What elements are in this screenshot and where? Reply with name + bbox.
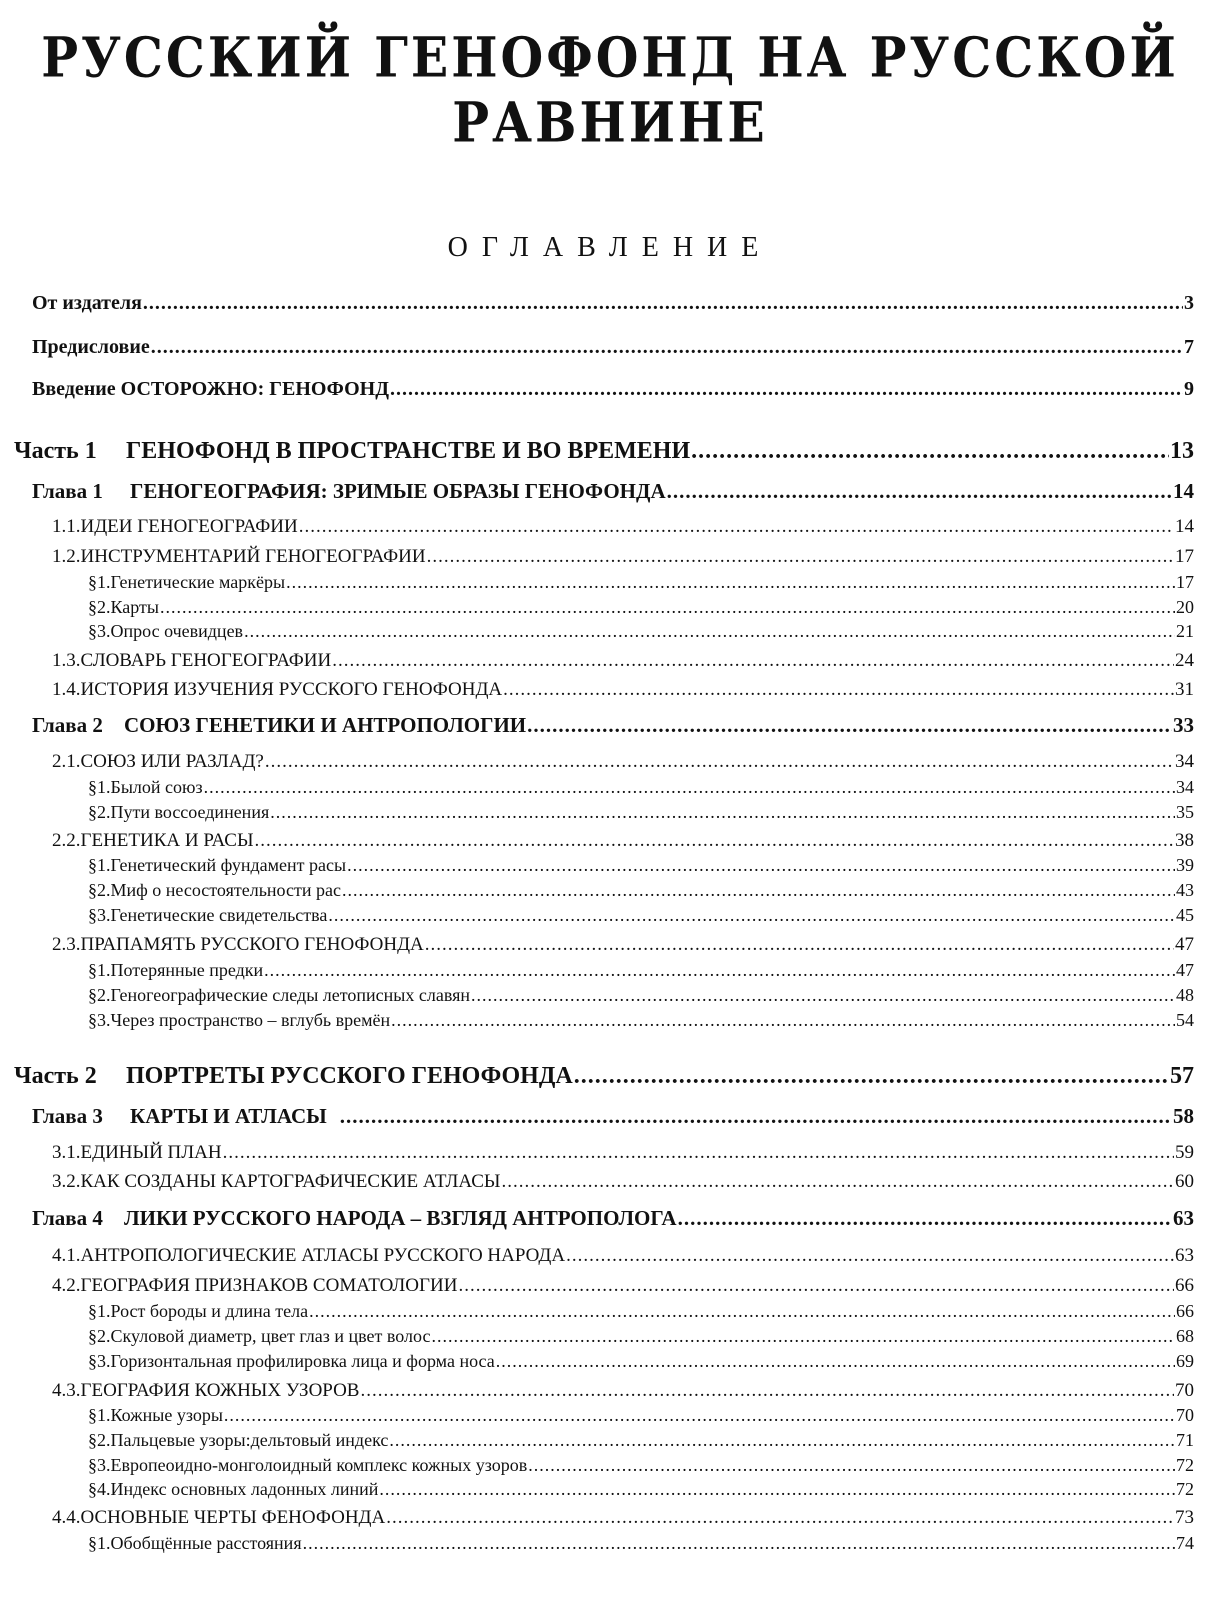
toc-entry-paragraph[interactable] (88, 572, 1194, 593)
toc-entry-chapter[interactable] (32, 713, 1194, 738)
entry-page: 14 (1173, 479, 1194, 503)
entry-page: 66 (1175, 1275, 1194, 1296)
entry-title: 4.3.ГЕОГРАФИЯ КОЖНЫХ УЗОРОВ (52, 1380, 360, 1401)
dot-leader (303, 1533, 1175, 1554)
dot-leader (328, 905, 1175, 926)
entry-title: §1.Генетические маркёры (88, 572, 286, 592)
entry-page: 47 (1176, 960, 1194, 980)
dot-leader (347, 855, 1175, 876)
entry-title: 3.2.КАК СОЗДАНЫ КАРТОГРАФИЧЕСКИЕ АТЛАСЫ (52, 1171, 501, 1192)
dot-leader (255, 830, 1174, 852)
dot-leader (574, 1063, 1169, 1090)
entry-title: §2.Пальцевые узоры:дельтовый индекс (88, 1430, 389, 1450)
entry-page: 70 (1176, 1405, 1194, 1425)
toc-entry-section[interactable] (52, 830, 1194, 852)
entry-title: §1.Генетический фундамент расы (88, 855, 347, 875)
chapter-number: Глава 2 (32, 713, 103, 737)
entry-page: 7 (1184, 336, 1194, 358)
toc-entry-paragraph[interactable] (88, 597, 1194, 618)
entry-title: 2.2.ГЕНЕТИКА И РАСЫ (52, 830, 254, 851)
chapter-number: Глава 4 (32, 1206, 103, 1230)
entry-page: 47 (1175, 934, 1194, 955)
toc-entry-chapter[interactable] (32, 1206, 1194, 1231)
toc-entry-paragraph[interactable] (88, 1010, 1194, 1031)
entry-title: §3.Европеоидно-монголоидный комплекс кожных узоров (88, 1455, 528, 1475)
chapter-number: Глава 1 (32, 479, 103, 503)
toc-entry-paragraph[interactable] (88, 777, 1194, 798)
toc-entry-paragraph[interactable] (88, 985, 1194, 1006)
entry-page: 34 (1175, 751, 1194, 772)
entry-page: 38 (1175, 830, 1194, 851)
dot-leader (224, 1405, 1175, 1426)
entry-title: §3.Горизонтальная профилировка лица и форма носа (88, 1351, 495, 1371)
dot-leader (427, 546, 1174, 568)
chapter-number: Глава 3 (32, 1104, 103, 1128)
entry-page: 59 (1175, 1142, 1194, 1163)
entry-page: 63 (1175, 1245, 1194, 1266)
toc-entry-paragraph[interactable] (88, 1430, 1194, 1451)
entry-page: 73 (1175, 1507, 1194, 1528)
entry-page: 21 (1176, 621, 1194, 641)
entry-title: 3.1.ЕДИНЫЙ ПЛАН (52, 1142, 222, 1163)
entry-title: 4.2.ГЕОГРАФИЯ ПРИЗНАКОВ СОМАТОЛОГИИ (52, 1275, 458, 1296)
entry-page: 68 (1176, 1326, 1194, 1346)
dot-leader (527, 713, 1172, 738)
dot-leader (264, 960, 1175, 981)
toc-entry-section[interactable] (52, 679, 1194, 701)
toc-entry-front-matter[interactable] (32, 378, 1194, 401)
entry-page: 35 (1176, 802, 1194, 822)
entry-title: 2.3.ПРАПАМЯТЬ РУССКОГО ГЕНОФОНДА (52, 934, 424, 955)
toc-entry-chapter[interactable] (32, 1104, 1194, 1129)
toc-entry-section[interactable] (52, 1380, 1194, 1402)
entry-title: 2.1.СОЮЗ ИЛИ РАЗЛАД? (52, 751, 264, 772)
dot-leader (332, 650, 1174, 672)
dot-leader (667, 479, 1172, 504)
entry-title: §1.Кожные узоры (88, 1405, 223, 1425)
entry-title: §2.Скуловой диаметр, цвет глаз и цвет волос (88, 1326, 431, 1346)
entry-title: §2.Карты (88, 597, 159, 617)
entry-page: 34 (1176, 777, 1194, 797)
dot-leader (151, 336, 1183, 359)
dot-leader (503, 679, 1174, 701)
entry-page: 3 (1184, 292, 1194, 314)
toc-entry-section[interactable] (52, 751, 1194, 773)
dot-leader (160, 597, 1175, 618)
dot-leader (471, 985, 1175, 1006)
toc-entry-chapter[interactable] (32, 479, 1194, 504)
dot-leader (143, 292, 1183, 315)
toc-entry-paragraph[interactable] (88, 1301, 1194, 1322)
toc-entry-paragraph[interactable] (88, 621, 1194, 642)
entry-title: §3.Опрос очевидцев (88, 621, 244, 641)
entry-page: 17 (1176, 572, 1194, 592)
entry-page: 17 (1175, 546, 1194, 567)
toc-entry-paragraph[interactable] (88, 1405, 1194, 1426)
entry-page: 54 (1176, 1010, 1194, 1030)
entry-title: §2.Миф о несостоятельности рас (88, 880, 341, 900)
entry-title: СОЮЗ ГЕНЕТИКИ И АНТРОПОЛОГИИ (124, 713, 527, 737)
entry-title: §3.Через пространство – вглубь времён (88, 1010, 391, 1030)
entry-title: §4.Индекс основных ладонных линий (88, 1479, 379, 1499)
entry-title: ЛИКИ РУССКОГО НАРОДА – ВЗГЛЯД АНТРОПОЛОГА (124, 1206, 677, 1230)
dot-leader (528, 1455, 1175, 1476)
entry-page: 69 (1176, 1351, 1194, 1371)
toc-entry-front-matter[interactable] (32, 292, 1194, 315)
toc-entry-section[interactable] (52, 1507, 1194, 1529)
toc-entry-part[interactable] (14, 1063, 1194, 1090)
entry-title: КАРТЫ И АТЛАСЫ (130, 1104, 327, 1128)
entry-page: 45 (1176, 905, 1194, 925)
toc-heading: ОГЛАВЛЕНИЕ (447, 232, 773, 263)
entry-page: 48 (1176, 985, 1194, 1005)
book-title: РУССКИЙ ГЕНОФОНД НА РУССКОЙ РАВНИНЕ (41, 25, 1179, 155)
dot-leader (386, 1507, 1174, 1529)
toc-entry-paragraph[interactable] (88, 960, 1194, 981)
toc-entry-paragraph[interactable] (88, 855, 1194, 876)
entry-title: §2.Геногеографические следы летописных славян (88, 985, 470, 1005)
entry-title: 1.1.ИДЕИ ГЕНОГЕОГРАФИИ (52, 516, 298, 537)
toc-entry-section[interactable] (52, 516, 1194, 538)
dot-leader (204, 777, 1175, 798)
entry-page: 39 (1176, 855, 1194, 875)
entry-title: Введение ОСТОРОЖНО: ГЕНОФОНД (32, 378, 389, 400)
dot-leader (360, 1380, 1174, 1402)
entry-page: 66 (1176, 1301, 1194, 1321)
entry-page: 60 (1175, 1171, 1194, 1192)
entry-page: 31 (1175, 679, 1194, 700)
toc-entry-paragraph[interactable] (88, 1479, 1194, 1500)
entry-title: §1.Обобщённые расстояния (88, 1533, 302, 1553)
dot-leader (340, 1104, 1172, 1129)
dot-leader (299, 516, 1174, 538)
toc-entry-section[interactable] (52, 934, 1194, 956)
dot-leader (286, 572, 1175, 593)
entry-page: 70 (1175, 1380, 1194, 1401)
entry-page: 74 (1176, 1533, 1194, 1553)
dot-leader (425, 934, 1174, 956)
entry-title: 4.1.АНТРОПОЛОГИЧЕСКИЕ АТЛАСЫ РУССКОГО НАРОДА (52, 1245, 566, 1266)
entry-page: 57 (1170, 1063, 1194, 1089)
part-number: Часть 2 (14, 1063, 97, 1089)
entry-title: Предисловие (32, 336, 150, 358)
entry-title: 1.2.ИНСТРУМЕНТАРИЙ ГЕНОГЕОГРАФИИ (52, 546, 426, 567)
dot-leader (389, 1430, 1175, 1451)
entry-page: 63 (1173, 1206, 1194, 1230)
dot-leader (566, 1245, 1174, 1267)
entry-title: ГЕНОГЕОГРАФИЯ: ЗРИМЫЕ ОБРАЗЫ ГЕНОФОНДА (130, 479, 666, 503)
entry-title: §3.Генетические свидетельства (88, 905, 328, 925)
dot-leader (244, 621, 1175, 642)
dot-leader (691, 438, 1169, 465)
entry-page: 14 (1175, 516, 1194, 537)
toc-entry-front-matter[interactable] (32, 336, 1194, 359)
entry-page: 24 (1175, 650, 1194, 671)
dot-leader (270, 802, 1175, 823)
toc-entry-section[interactable] (52, 1171, 1194, 1193)
dot-leader (678, 1206, 1172, 1231)
entry-title: §1.Потерянные предки (88, 960, 264, 980)
dot-leader (431, 1326, 1175, 1347)
dot-leader (309, 1301, 1175, 1322)
toc-entry-paragraph[interactable] (88, 1326, 1194, 1347)
dot-leader (265, 751, 1174, 773)
dot-leader (496, 1351, 1175, 1372)
toc-entry-paragraph[interactable] (88, 1533, 1194, 1554)
toc-entry-paragraph[interactable] (88, 905, 1194, 926)
entry-page: 33 (1173, 713, 1194, 737)
entry-title: §1.Рост бороды и длина тела (88, 1301, 309, 1321)
dot-leader (458, 1275, 1174, 1297)
entry-title: ПОРТРЕТЫ РУССКОГО ГЕНОФОНДА (126, 1063, 573, 1089)
entry-title: 1.4.ИСТОРИЯ ИЗУЧЕНИЯ РУССКОГО ГЕНОФОНДА (52, 679, 503, 700)
dot-leader (390, 378, 1183, 401)
toc-entry-section[interactable] (52, 1275, 1194, 1297)
entry-title: §1.Былой союз (88, 777, 203, 797)
toc-entry-paragraph[interactable] (88, 1351, 1194, 1372)
toc-entry-paragraph[interactable] (88, 880, 1194, 901)
entry-page: 58 (1173, 1104, 1194, 1128)
entry-title: 4.4.ОСНОВНЫЕ ЧЕРТЫ ФЕНОФОНДА (52, 1507, 386, 1528)
toc-entry-paragraph[interactable] (88, 802, 1194, 823)
part-number: Часть 1 (14, 438, 97, 464)
dot-leader (379, 1479, 1175, 1500)
entry-page: 13 (1170, 438, 1194, 464)
entry-title: ГЕНОФОНД В ПРОСТРАНСТВЕ И ВО ВРЕМЕНИ (126, 438, 691, 464)
toc-entry-section[interactable] (52, 546, 1194, 568)
toc-entry-section[interactable] (52, 1142, 1194, 1164)
entry-title: От издателя (32, 292, 142, 314)
entry-title: 1.3.СЛОВАРЬ ГЕНОГЕОГРАФИИ (52, 650, 332, 671)
entry-page: 20 (1176, 597, 1194, 617)
dot-leader (342, 880, 1175, 901)
entry-page: 43 (1176, 880, 1194, 900)
toc-entry-section[interactable] (52, 1245, 1194, 1267)
dot-leader (223, 1142, 1174, 1164)
entry-title: §2.Пути воссоединения (88, 802, 270, 822)
toc-entry-part[interactable] (14, 438, 1194, 465)
entry-page: 71 (1176, 1430, 1194, 1450)
dot-leader (391, 1010, 1175, 1031)
entry-page: 72 (1176, 1479, 1194, 1499)
entry-page: 9 (1184, 378, 1194, 400)
toc-entry-paragraph[interactable] (88, 1455, 1194, 1476)
entry-page: 72 (1176, 1455, 1194, 1475)
toc-entry-section[interactable] (52, 650, 1194, 672)
dot-leader (501, 1171, 1174, 1193)
